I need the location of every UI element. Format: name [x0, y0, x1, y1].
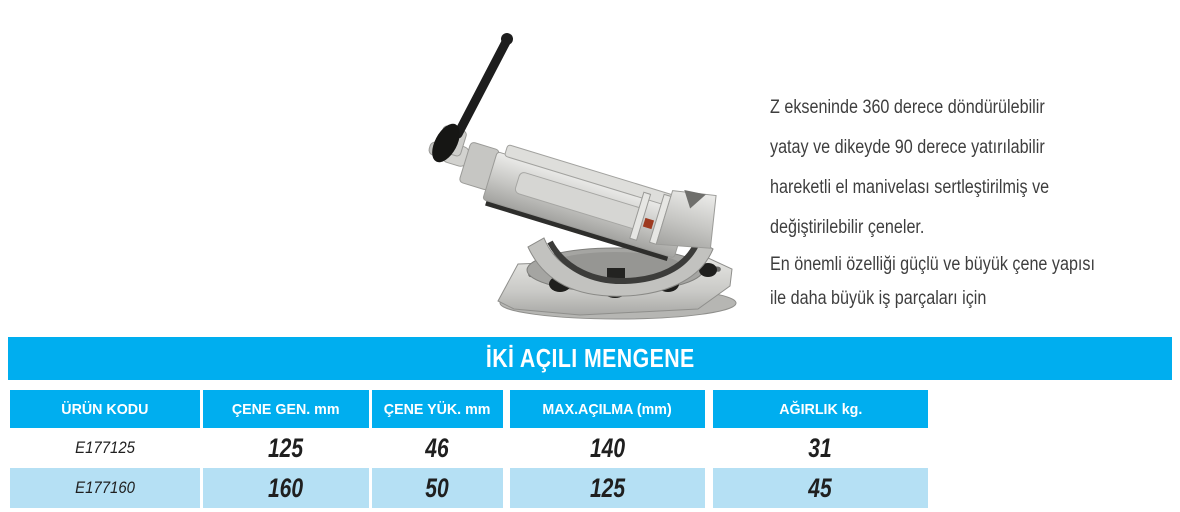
table-row [10, 428, 928, 468]
product-code: E177125 [10, 428, 200, 468]
product-description [770, 88, 1180, 316]
product-title-banner [8, 337, 1172, 380]
header-cell-agirlik: AĞIRLIK kg. [713, 390, 928, 428]
max-acilma-value: 140 [510, 428, 705, 468]
product-code: E177160 [10, 468, 200, 508]
cene-yuk-value: 46 [372, 428, 503, 468]
agirlik-value: 45 [713, 468, 928, 508]
cene-gen-value: 160 [203, 468, 369, 508]
cene-yuk-value: 50 [372, 468, 503, 508]
spec-table-header [10, 390, 928, 428]
table-row [10, 468, 928, 508]
product-title: İKİ AÇILI MENGENE [485, 343, 695, 373]
description-line: Z ekseninde 360 derece döndürülebilir [770, 97, 1045, 118]
description-line: değiştirilebilir çeneler. [770, 217, 925, 238]
product-photo [410, 12, 762, 334]
header-cell-max-acilma: MAX.AÇILMA (mm) [510, 390, 705, 428]
header-cell-cene-gen: ÇENE GEN. mm [203, 390, 369, 428]
agirlik-value: 31 [713, 428, 928, 468]
vise-illustration [410, 12, 762, 334]
description-line: En önemli özelliği güçlü ve büyük çene yapısı [770, 254, 1095, 275]
description-line: yatay ve dikeyde 90 derece yatırılabilir [770, 137, 1045, 158]
description-line: ile daha büyük iş parçaları için [770, 288, 987, 309]
description-line: hareketli el manivelası sertleştirilmiş ve [770, 177, 1050, 198]
cene-gen-value: 125 [203, 428, 369, 468]
max-acilma-value: 125 [510, 468, 705, 508]
header-cell-urun-kodu: ÜRÜN KODU [10, 390, 200, 428]
header-cell-cene-yuk: ÇENE YÜK. mm [372, 390, 503, 428]
